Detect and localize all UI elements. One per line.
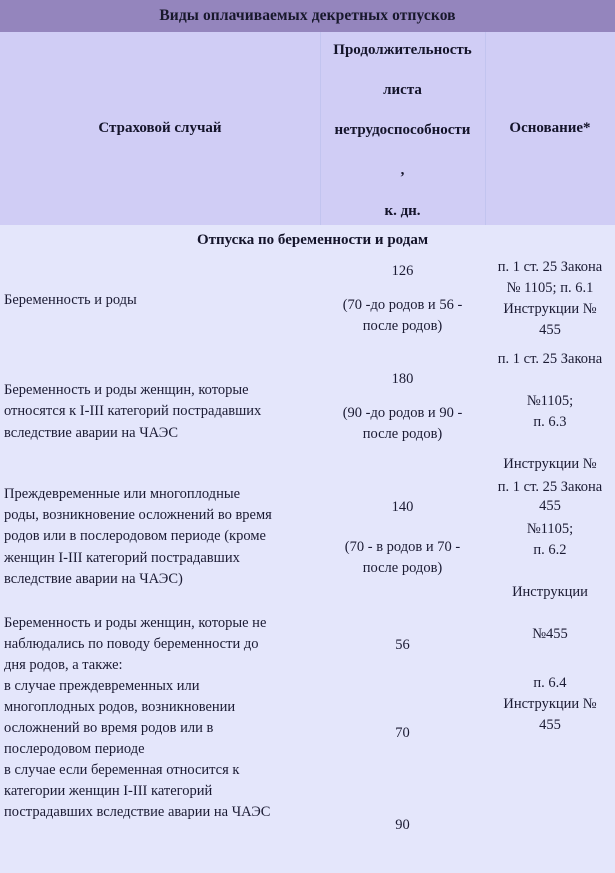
row-case-line: в случае если беременная относится к: [4, 762, 240, 779]
row-duration-number: 70: [395, 724, 410, 741]
header-duration-line-3: нетрудоспособности: [334, 122, 471, 139]
row-basis-line: №455: [532, 626, 568, 643]
row-basis-line: Инструкции №: [503, 695, 597, 712]
row-duration-detail-line-2: после родов): [362, 317, 443, 334]
header-duration-line-5: к. дн.: [384, 202, 421, 219]
table-title-bar: [0, 0, 615, 32]
column-divider-1: [320, 32, 321, 225]
row-basis-cell: [485, 467, 615, 643]
row-duration-cell: [320, 467, 485, 607]
row-basis-line: Инструкции №: [503, 456, 597, 473]
row-basis-cell: [485, 347, 615, 515]
row-case-cell: [0, 467, 320, 607]
header-basis-label: Основание*: [509, 120, 591, 136]
row-duration-detail: [343, 295, 463, 337]
section-title: Отпуска по беременности и родам: [196, 231, 429, 248]
row-basis-group-1: [498, 349, 602, 412]
row-basis-cell: [485, 255, 615, 347]
row-case-line: Преждевременные или многоплодные: [4, 486, 241, 503]
row-basis-line: 455: [539, 322, 561, 339]
row-duration-detail: [343, 403, 463, 445]
row-basis-line: п. 6.3: [533, 414, 567, 431]
row-basis-line: №1105;: [526, 393, 574, 410]
row-case-line: дня родов, а также:: [4, 657, 123, 674]
row-duration-cell: [320, 347, 485, 467]
row-case-line: женщин I-III категорий пострадавших: [4, 549, 240, 566]
row-case-line: родов или в послеродовом периоде (кроме: [4, 528, 266, 545]
row-case-subblock-3: [4, 760, 310, 823]
table-column-header: [0, 32, 615, 225]
row-basis-line: Инструкции №: [503, 301, 597, 318]
row-case-line: роды, возникновение осложнений во время: [4, 507, 272, 524]
row-case-line: осложнений во время родов или в: [4, 720, 214, 737]
table-row: [0, 255, 615, 347]
row-basis-line: №1105;: [526, 521, 574, 538]
row-case-line: вследствие аварии на ЧАЭС): [4, 570, 183, 587]
row-basis-line: 455: [539, 717, 561, 733]
row-case-subblock-1: [4, 613, 310, 676]
row-duration-number: 56: [395, 637, 410, 653]
row-case-line: пострадавших вследствие аварии на ЧАЭС: [4, 804, 271, 821]
row-basis-line: Инструкции: [512, 584, 588, 601]
row-duration-number: 180: [391, 371, 414, 387]
row-duration-detail-line-1: (70 - в родов и 70 -: [344, 538, 461, 555]
table-title: Виды оплачиваемых декретных отпусков: [159, 7, 456, 24]
column-divider-2: [485, 32, 486, 225]
row-duration-detail-line-2: после родов): [362, 425, 443, 442]
header-cell-basis: [485, 32, 615, 225]
row-duration-number: 126: [391, 263, 414, 279]
row-duration-detail: [345, 537, 460, 579]
row-case-text: Беременность и роды: [4, 292, 137, 309]
row-case-cell: [0, 255, 320, 347]
header-cell-duration: [320, 32, 485, 225]
header-cell-case: [0, 32, 320, 225]
row-basis-group-1: [498, 477, 602, 540]
row-basis-line: № 1105; п. 6.1: [506, 280, 594, 297]
row-case-line: в случае преждевременных или: [4, 678, 200, 695]
row-basis-line: п. 1 ст. 25 Закона: [497, 351, 603, 367]
row-duration-cell: [320, 607, 485, 858]
row-case-cell: [0, 607, 320, 858]
table-body: [0, 225, 615, 873]
row-duration-detail-line-1: (70 -до родов и 56 -: [342, 296, 463, 313]
row-case-line: относятся к I-III категорий пострадавших: [4, 403, 262, 420]
row-duration-detail-line-1: (90 -до родов и 90 -: [342, 404, 463, 421]
row-case-subblock-2: [4, 676, 310, 760]
row-basis-cell: [485, 607, 615, 858]
table-row: [0, 607, 615, 858]
header-case-label: Страховой случай: [98, 120, 222, 136]
row-duration-number: 90: [395, 816, 410, 833]
row-case-line: послеродовом периоде: [4, 741, 145, 758]
row-basis-line: п. 1 ст. 25 Закона: [497, 479, 603, 495]
row-case-line: категории женщин I-III категорий: [4, 783, 213, 800]
row-case-line: Беременность и роды женщин, которые не: [4, 615, 267, 631]
row-duration-detail-line-2: после родов): [362, 559, 443, 576]
row-basis-line: п. 6.2: [533, 542, 567, 559]
header-duration-line-1: Продолжительность: [333, 42, 472, 58]
row-case-line: вследствие аварии на ЧАЭС: [4, 424, 179, 441]
header-duration-line-2: листа: [383, 82, 422, 99]
section-header-row: [0, 225, 615, 255]
row-case-cell: [0, 347, 320, 467]
row-duration-slot-1: [326, 613, 479, 681]
row-case-line: Беременность и роды женщин, которые: [4, 382, 249, 399]
row-basis-line: 455: [539, 498, 561, 515]
row-basis-line: п. 6.4: [533, 674, 567, 691]
row-duration-cell: [320, 255, 485, 347]
row-duration-slot-3: [326, 785, 479, 858]
row-basis-line: п. 1 ст. 25 Закона: [497, 259, 603, 275]
row-duration-number: 140: [391, 499, 414, 515]
header-duration-line-4: ,: [400, 162, 405, 179]
row-case-line: наблюдались по поводу беременности до: [4, 636, 259, 653]
row-case-line: многоплодных родов, возникновении: [4, 699, 236, 716]
row-duration-slot-2: [326, 681, 479, 785]
